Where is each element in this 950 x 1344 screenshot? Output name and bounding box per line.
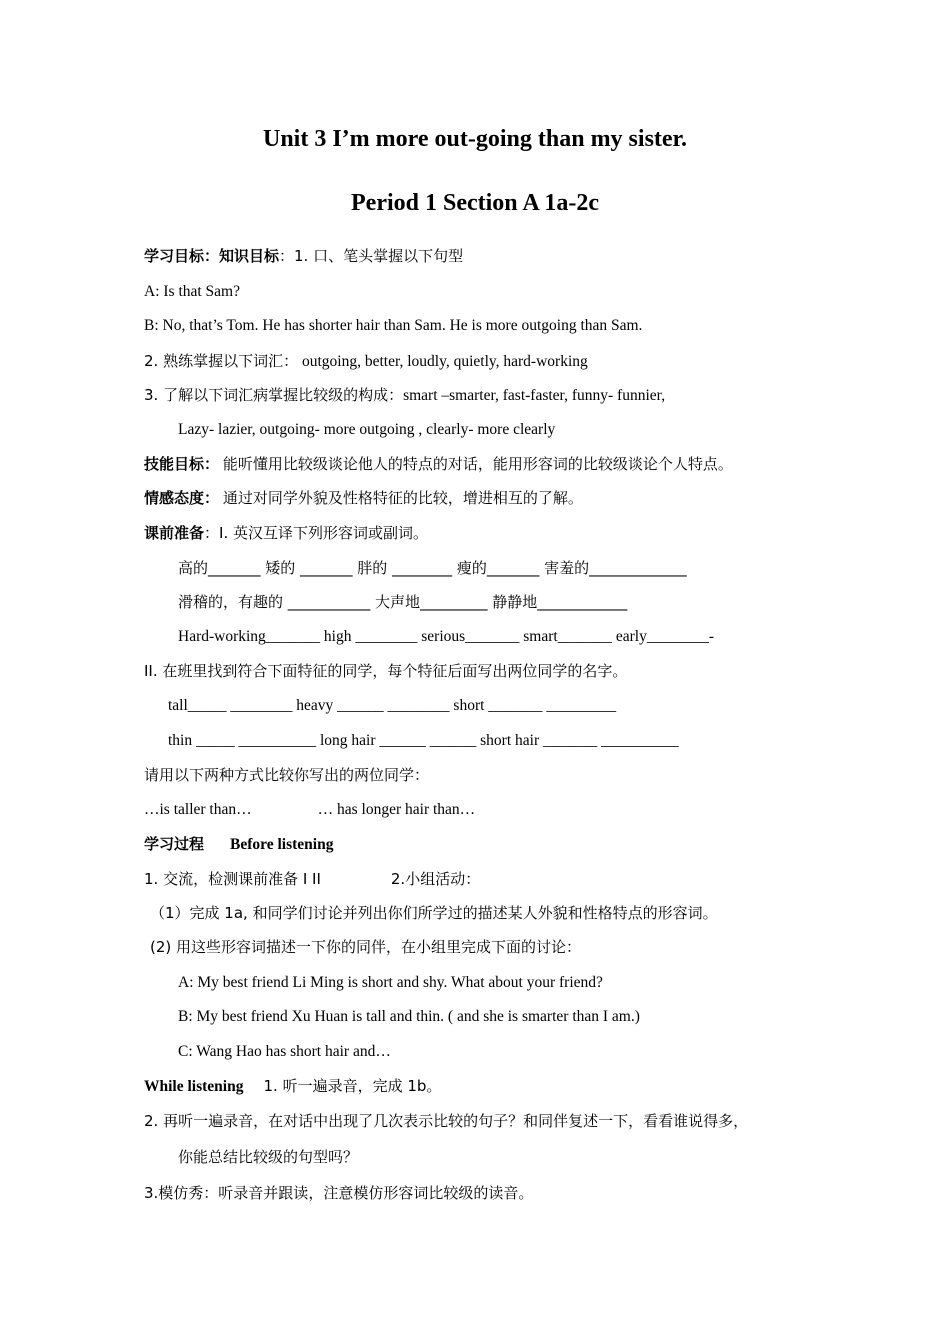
- prep-row-3: Hard-working_______ high ________ serious_______ smart_______ early________-: [178, 628, 714, 645]
- dialog-b: B: My best friend Xu Huan is tall and thin. ( and she is smarter than I am.): [178, 1008, 640, 1025]
- item3-words: smart –smarter, fast-faster, funny- funnier,: [403, 387, 666, 404]
- prep-line: [144, 523, 428, 544]
- while-listening-line: [144, 1076, 441, 1097]
- objectives-label: 学习目标：知识目标: [144, 247, 280, 265]
- item2-words: outgoing, better, loudly, quietly, hard-working: [301, 353, 588, 370]
- objectives-line: [144, 246, 463, 267]
- sub-step-1: （1）完成 1a, 和同学们讨论并列出你们所学过的描述某人外貌和性格特点的形容词。: [150, 904, 718, 922]
- item3-prefix: 3. 了解以下词汇病掌握比较级的构成：: [144, 386, 404, 404]
- process-steps: [144, 869, 480, 890]
- prep-part-2: II. 在班里找到符合下面特征的同学，每个特征后面写出两位同学的名字。: [144, 662, 628, 680]
- prep-row-2: 滑稽的，有趣的 ___________ 大声地_________ 静静地____________: [178, 593, 628, 611]
- objective-item-3: [144, 385, 665, 406]
- while-listening-label: While listening: [144, 1078, 244, 1095]
- dialog-a: A: My best friend Li Ming is short and shy. What about your friend?: [178, 974, 603, 991]
- prep-label: 课前准备: [144, 524, 205, 542]
- objectives-line1: ：1. 口、笔头掌握以下句型: [279, 247, 464, 265]
- dialog-c: C: Wang Hao has short hair and…: [178, 1043, 391, 1060]
- attitude-text: 通过对同学外貌及性格特征的比较，增进相互的了解。: [222, 489, 583, 507]
- skills-line: [144, 454, 733, 475]
- objective-item-2: [144, 351, 588, 372]
- while-step-1: 1. 听一遍录音，完成 1b。: [263, 1077, 442, 1095]
- sentence-a: A: Is that Sam?: [144, 283, 240, 300]
- attitude-line: [144, 488, 583, 509]
- prep-row-4: tall_____ ________ heavy ______ ________ short _______ _________: [168, 697, 617, 714]
- step-1: 1. 交流，检测课前准备 I II: [144, 870, 321, 888]
- item3-words-cont: Lazy- lazier, outgoing- more outgoing , clearly- more clearly: [178, 421, 556, 438]
- prep-row-5: thin _____ __________ long hair ______ ______ short hair _______ __________: [168, 732, 679, 749]
- attitude-label: 情感态度：: [144, 489, 220, 507]
- process-line: [144, 834, 333, 855]
- while-step-2-cont: 你能总结比较级的句型吗？: [178, 1148, 359, 1166]
- while-step-3: 3.模仿秀：听录音并跟读，注意模仿形容词比较级的读音。: [144, 1184, 534, 1202]
- page-subtitle: Period 1 Section A 1a-2c: [351, 190, 599, 216]
- sub-step-2: (2) 用这些形容词描述一下你的同伴，在小组里完成下面的讨论：: [150, 938, 582, 956]
- compare-a: …is taller than…: [144, 801, 252, 818]
- while-step-2: 2. 再听一遍录音，在对话中出现了几次表示比较的句子？和同伴复述一下，看看谁说得多，: [144, 1112, 749, 1130]
- prep-intro: ：I. 英汉互译下列形容词或副词。: [204, 524, 428, 542]
- compare-b: … has longer hair than…: [317, 801, 476, 818]
- process-label: 学习过程: [144, 835, 205, 853]
- prep-row-1: 高的_______ 矮的 _______ 胖的 ________ 瘦的_______ 害羞的_____________: [178, 559, 687, 577]
- skills-label: 技能目标：: [144, 455, 220, 473]
- sentence-b: B: No, that’s Tom. He has shorter hair than Sam. He is more outgoing than Sam.: [144, 317, 643, 334]
- before-listening: Before listening: [230, 836, 334, 853]
- compare-prompt: 请用以下两种方式比较你写出的两位同学：: [144, 766, 430, 784]
- skills-text: 能听懂用比较级谈论他人的特点的对话，能用形容词的比较级谈论个人特点。: [222, 455, 733, 473]
- item2-prefix: 2. 熟练掌握以下词汇：: [144, 352, 299, 370]
- compare-patterns: [144, 800, 475, 820]
- step-2: 2.小组活动：: [390, 870, 481, 888]
- page-title: Unit 3 I’m more out-going than my sister.: [263, 126, 687, 152]
